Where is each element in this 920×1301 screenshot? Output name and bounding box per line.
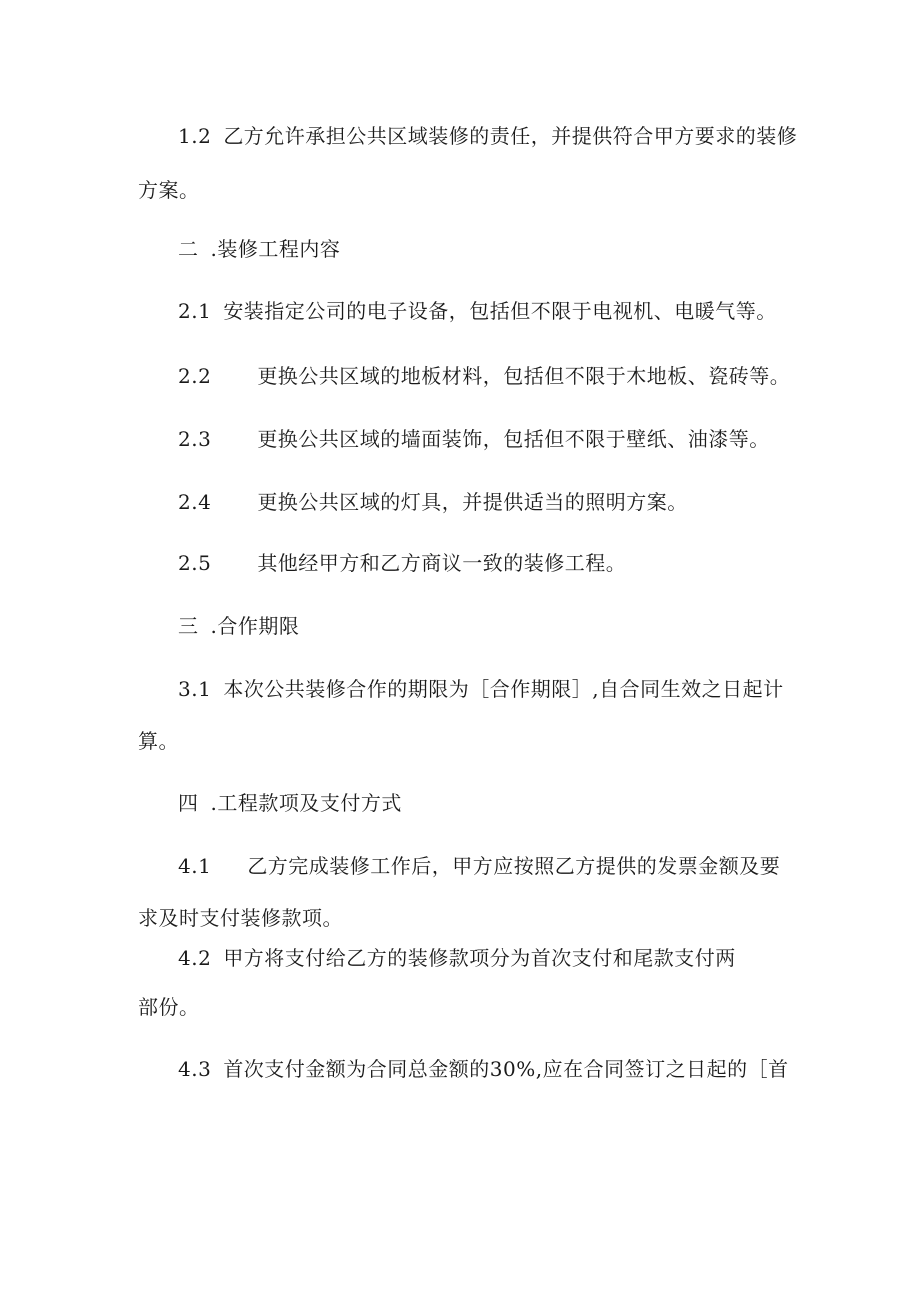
clause-1-2-line-1 — [178, 124, 797, 148]
clause-text: 更换公共区域的地板材料，包括但不限于木地板、瓷砖等。 — [257, 364, 791, 388]
section-number: 三 — [178, 614, 199, 638]
clause-4-1-line-1 — [178, 854, 780, 878]
clause-number: 2.3 — [178, 427, 212, 451]
section-number: 二 — [178, 237, 199, 261]
clause-text: 其他经甲方和乙方商议一致的装修工程。 — [257, 551, 627, 575]
clause-1-2-line-2: 方案。 — [138, 178, 200, 202]
section-heading-2 — [178, 237, 340, 261]
section-title: .合作期限 — [210, 614, 300, 638]
section-heading-3 — [178, 614, 299, 638]
clause-4-2-line-1 — [178, 946, 736, 970]
clause-text: 甲方将支付给乙方的装修款项分为首次支付和尾款支付两 — [223, 946, 736, 970]
clause-text: 安装指定公司的电子设备，包括但不限于电视机、电暖气等。 — [223, 299, 777, 323]
clause-number: 4.3 — [178, 1057, 212, 1081]
clause-text: 更换公共区域的墙面装饰，包括但不限于壁纸、油漆等。 — [257, 427, 770, 451]
clause-2-5 — [178, 551, 626, 575]
clause-text: 乙方完成装修工作后，甲方应按照乙方提供的发票金额及要 — [247, 854, 781, 878]
clause-number: 4.2 — [178, 946, 212, 970]
clause-4-3-line-1 — [178, 1057, 789, 1081]
clause-number: 4.1 — [178, 854, 212, 878]
clause-4-1-line-2: 求及时支付装修款项。 — [138, 906, 343, 930]
clause-text: 首次支付金额为合同总金额的30%,应在合同签订之日起的［首 — [223, 1057, 789, 1081]
clause-text: 本次公共装修合作的期限为［合作期限］,自合同生效之日起计 — [223, 677, 784, 701]
section-title: .装修工程内容 — [210, 237, 341, 261]
clause-number: 2.2 — [178, 364, 212, 388]
clause-2-3 — [178, 427, 770, 451]
clause-number: 3.1 — [178, 677, 212, 701]
clause-number: 2.5 — [178, 551, 212, 575]
clause-2-1 — [178, 299, 777, 323]
clause-number: 2.1 — [178, 299, 212, 323]
section-title: .工程款项及支付方式 — [210, 791, 402, 815]
clause-text: 更换公共区域的灯具，并提供适当的照明方案。 — [257, 490, 688, 514]
clause-2-4 — [178, 490, 688, 514]
clause-text: 乙方允许承担公共区域装修的责任，并提供符合甲方要求的装修 — [223, 124, 798, 148]
clause-3-1-line-2: 算。 — [138, 729, 179, 753]
clause-4-2-line-2: 部份。 — [138, 995, 200, 1019]
section-heading-4 — [178, 791, 402, 815]
clause-number: 2.4 — [178, 490, 212, 514]
clause-2-2 — [178, 364, 790, 388]
section-number: 四 — [178, 791, 199, 815]
clause-number: 1.2 — [178, 124, 212, 148]
clause-3-1-line-1 — [178, 677, 784, 701]
